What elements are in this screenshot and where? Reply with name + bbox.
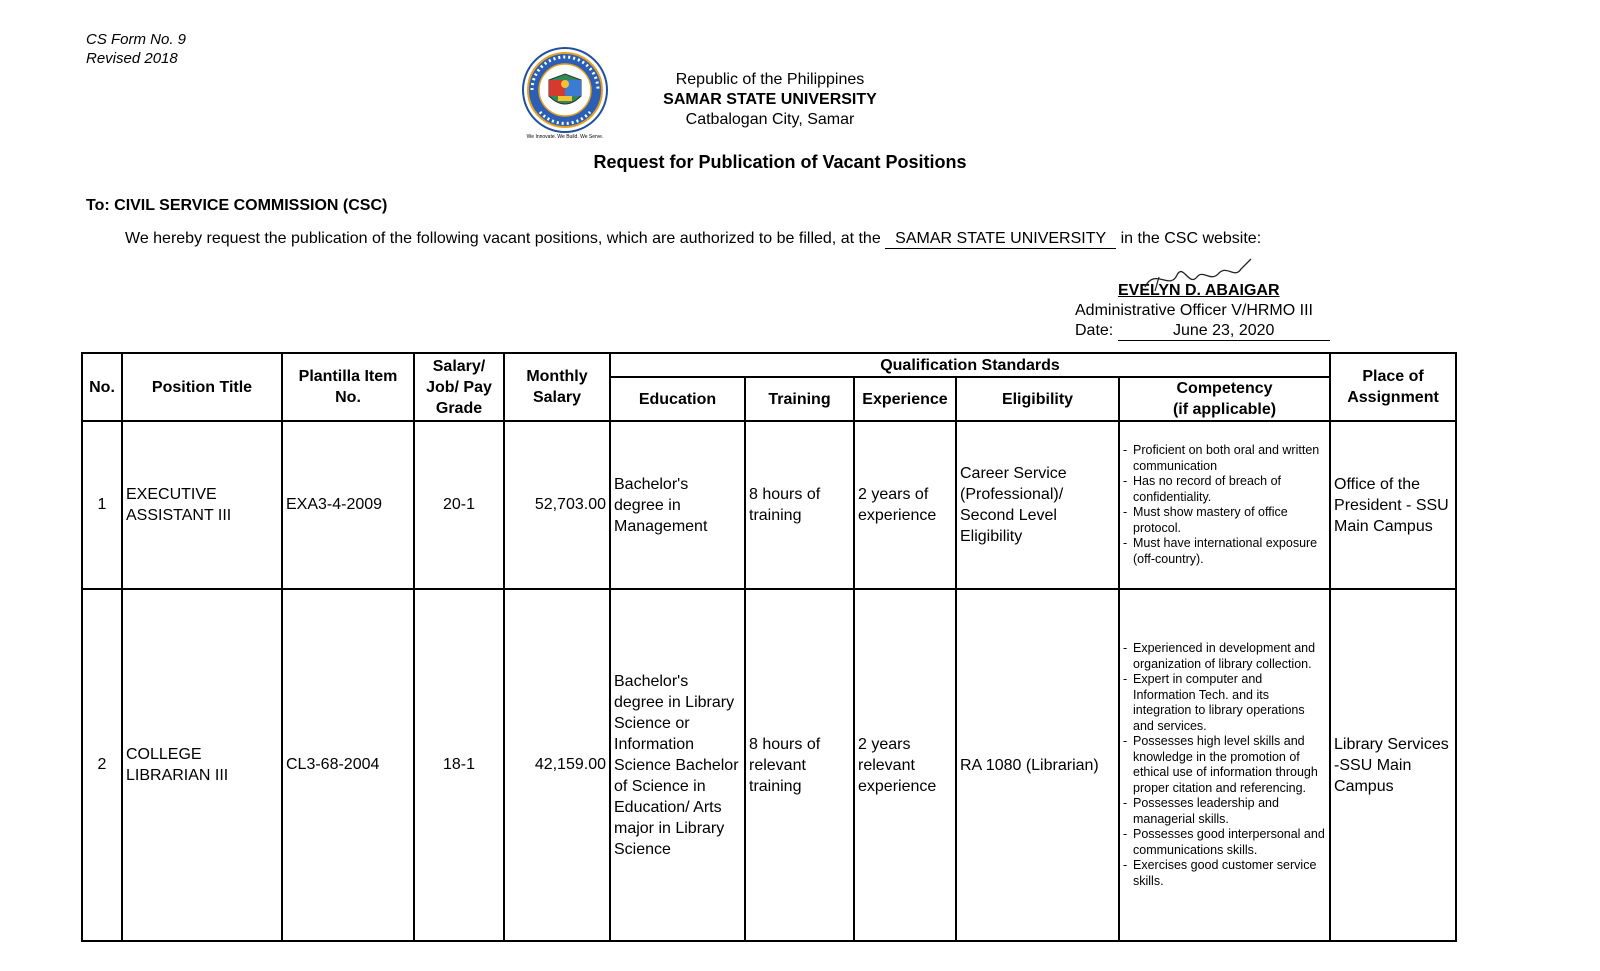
cell-monthly-salary: 52,703.00 [504,421,610,589]
cell-monthly-salary: 42,159.00 [504,589,610,941]
cell-position-title: COLLEGE LIBRARIAN III [122,589,282,941]
header-competency-note: (if applicable) [1172,401,1277,418]
cell-experience: 2 years relevant experience [854,589,956,941]
cell-salary-grade: 18-1 [414,589,504,941]
cell-plantilla: EXA3-4-2009 [282,421,414,589]
header-qualification-standards: Qualification Standards [610,353,1330,377]
competency-item: - Experienced in development and organization of library collection. [1123,641,1326,672]
competency-item: - Exercises good customer service skills. [1123,858,1326,889]
cell-training: 8 hours of relevant training [745,589,854,941]
republic-line: Republic of the Philippines [675,71,865,88]
cell-competency [1119,589,1330,941]
header-no: No. [82,353,122,421]
cell-no: 1 [82,421,122,589]
cell-education: Bachelor's degree in Library Science or Information Science Bachelor of Science in Education/ Arts major in Library Science [610,589,745,941]
table-header-row [82,353,1456,377]
request-agency: SAMAR STATE UNIVERSITY [885,230,1116,249]
header-salary-grade: Salary/ Job/ Pay Grade [414,353,504,421]
competency-item: - Expert in computer and Information Tech. and its integration to library operations and services. [1123,672,1326,734]
competency-list [1123,443,1326,567]
signatory-block [1075,281,1330,341]
seal-emblem-icon [516,46,614,134]
cell-position-title: EXECUTIVE ASSISTANT III [122,421,282,589]
competency-item: - Must show mastery of office protocol. [1123,505,1326,536]
cell-experience: 2 years of experience [854,421,956,589]
header-competency-label: Competency [1176,380,1273,397]
signatory-title: Administrative Officer V/HRMO III [1075,302,1313,319]
cell-no: 2 [82,589,122,941]
date-row [1075,321,1330,341]
header-eligibility: Eligibility [956,377,1119,421]
seal-motto: We Innovate. We Build. We Serve. [526,134,604,140]
cell-eligibility: RA 1080 (Librarian) [956,589,1119,941]
header-training: Training [745,377,854,421]
form-number-block [86,30,186,68]
competency-list [1123,641,1326,889]
competency-item: - Possesses leadership and managerial skills. [1123,796,1326,827]
competency-item: - Must have international exposure (off-country). [1123,536,1326,567]
table-row [82,589,1456,941]
cell-training: 8 hours of training [745,421,854,589]
cell-education: Bachelor's degree in Management [610,421,745,589]
header-experience: Experience [854,377,956,421]
university-name: SAMAR STATE UNIVERSITY [663,91,877,108]
competency-item: - Possesses high level skills and knowledge in the promotion of ethical use of information through proper citation and referencing. [1123,734,1326,796]
cell-place: Library Services -SSU Main Campus [1330,589,1456,941]
date-label: Date: [1075,322,1114,339]
date-value: June 23, 2020 [1118,322,1330,341]
cell-salary-grade: 20-1 [414,421,504,589]
request-prefix: We hereby request the publication of the following vacant positions, which are authorized to be filled, at the [125,230,881,247]
cell-eligibility: Career Service (Professional)/ Second Level Eligibility [956,421,1119,589]
university-location: Catbalogan City, Samar [685,111,855,128]
header-competency [1119,377,1330,421]
request-suffix: in the CSC website: [1120,230,1262,247]
header-plantilla: Plantilla Item No. [282,353,414,421]
header-position-title: Position Title [122,353,282,421]
competency-item: - Possesses good interpersonal and communications skills. [1123,827,1326,858]
cell-place: Office of the President - SSU Main Campus [1330,421,1456,589]
competency-item: - Proficient on both oral and written communication [1123,443,1326,474]
competency-item: - Has no record of breach of confidentiality. [1123,474,1326,505]
header-place: Place of Assignment [1330,353,1456,421]
signature-scribble-icon [1115,257,1265,297]
form-number: CS Form No. 9 [86,31,187,48]
form-revision: Revised 2018 [86,50,178,67]
letterhead [620,70,920,130]
header-monthly-salary: Monthly Salary [504,353,610,421]
vacant-positions-table [81,352,1457,942]
signatory-name: EVELYN D. ABAIGAR [1118,282,1280,299]
table-row [82,421,1456,589]
document-title: Request for Publication of Vacant Positions [593,152,967,172]
header-education: Education [610,377,745,421]
cell-plantilla: CL3-68-2004 [282,589,414,941]
cell-competency [1119,421,1330,589]
request-statement [125,230,1261,249]
addressee: To: CIVIL SERVICE COMMISSION (CSC) [86,197,388,214]
university-seal [510,46,620,146]
